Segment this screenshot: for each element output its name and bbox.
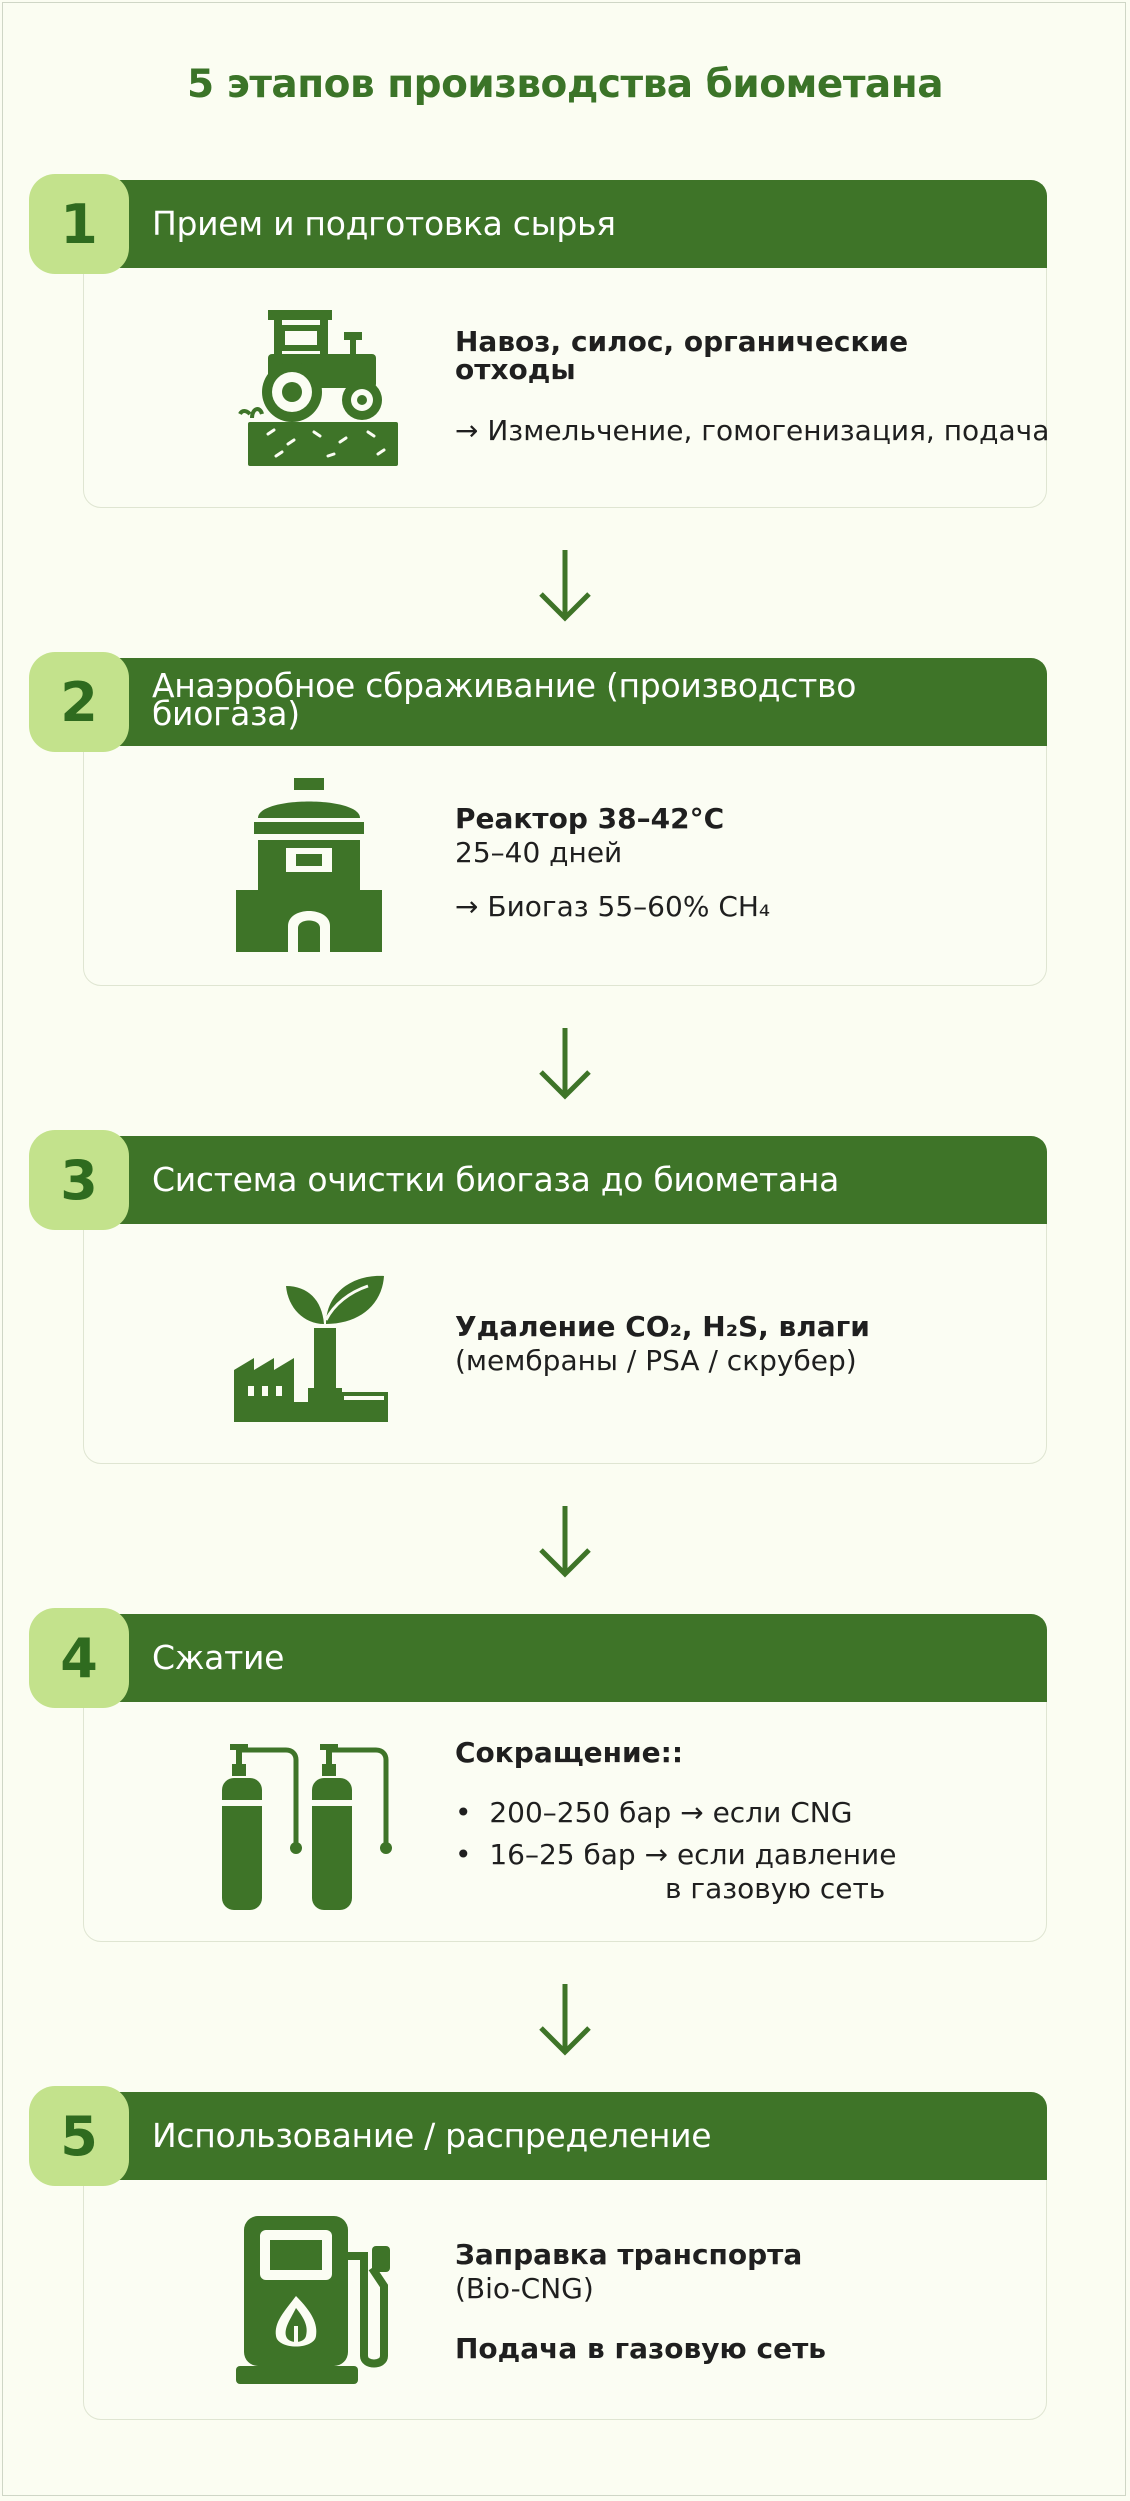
step-text-line: отходы <box>455 353 576 386</box>
down-arrow-icon <box>535 1982 595 2058</box>
step-text-line: 25–40 дней <box>455 836 623 869</box>
page-title: 5 этапов производства биометана <box>186 62 944 107</box>
bullet-text: 200–250 бар → если CNG <box>489 1796 853 1829</box>
step-heading-line: Анаэробное сбраживание (производство <box>152 666 857 705</box>
step-text-line: (мембраны / PSA / скрубер) <box>455 1344 857 1377</box>
step-text-bold: Реактор 38–42°C <box>455 802 725 835</box>
step-description <box>455 2238 826 2366</box>
step-text-line: Навоз, силос, органические <box>455 325 909 358</box>
step-number-badge: 5 <box>29 2086 129 2186</box>
bio-fuel-pump-icon <box>236 2216 396 2384</box>
step-number-badge: 3 <box>29 1130 129 1230</box>
step-description <box>455 1310 870 1378</box>
step-heading: Прием и подготовка сырья <box>152 204 616 243</box>
step-note: → Биогаз 55–60% CH₄ <box>455 890 771 923</box>
step-number-badge: 1 <box>29 174 129 274</box>
down-arrow-icon <box>535 548 595 624</box>
step-heading-line: биогаза) <box>152 694 300 733</box>
step-description <box>455 1736 896 1906</box>
step-heading <box>152 666 857 733</box>
step-text-line: (Bio-CNG) <box>455 2272 594 2305</box>
bullet-continuation: в газовую сеть <box>665 1872 886 1905</box>
bullet-item: • 16–25 бар → если давление <box>455 1838 897 1871</box>
eco-factory-icon <box>234 1268 388 1422</box>
step-text-bold-secondary: Подача в газовую сеть <box>455 2332 826 2365</box>
digester-reactor-icon <box>236 778 382 952</box>
down-arrow-icon <box>535 1026 595 1102</box>
tractor-icon <box>228 310 398 466</box>
step-number-badge: 4 <box>29 1608 129 1708</box>
step-text-bold: Заправка транспорта <box>455 2238 803 2271</box>
step-heading: Система очистки биогаза до биометана <box>152 1160 840 1199</box>
step-note: → Измельчение, гомогенизация, подача <box>455 414 1050 447</box>
step-number-badge: 2 <box>29 652 129 752</box>
step-text-bold: Удаление CO₂, H₂S, влаги <box>455 1310 870 1343</box>
step-heading: Сжатие <box>152 1638 285 1677</box>
step-description <box>455 325 1050 448</box>
step-description <box>455 802 770 924</box>
bullet-list <box>455 1796 896 1906</box>
bullet-item: • 200–250 бар → если CNG <box>455 1796 853 1829</box>
down-arrow-icon <box>535 1504 595 1580</box>
bullet-text: 16–25 бар → если давление <box>489 1838 897 1871</box>
step-text-bold: Сокращение:: <box>455 1736 684 1769</box>
gas-cylinders-icon <box>222 1738 402 1910</box>
step-heading: Использование / распределение <box>152 2116 712 2155</box>
